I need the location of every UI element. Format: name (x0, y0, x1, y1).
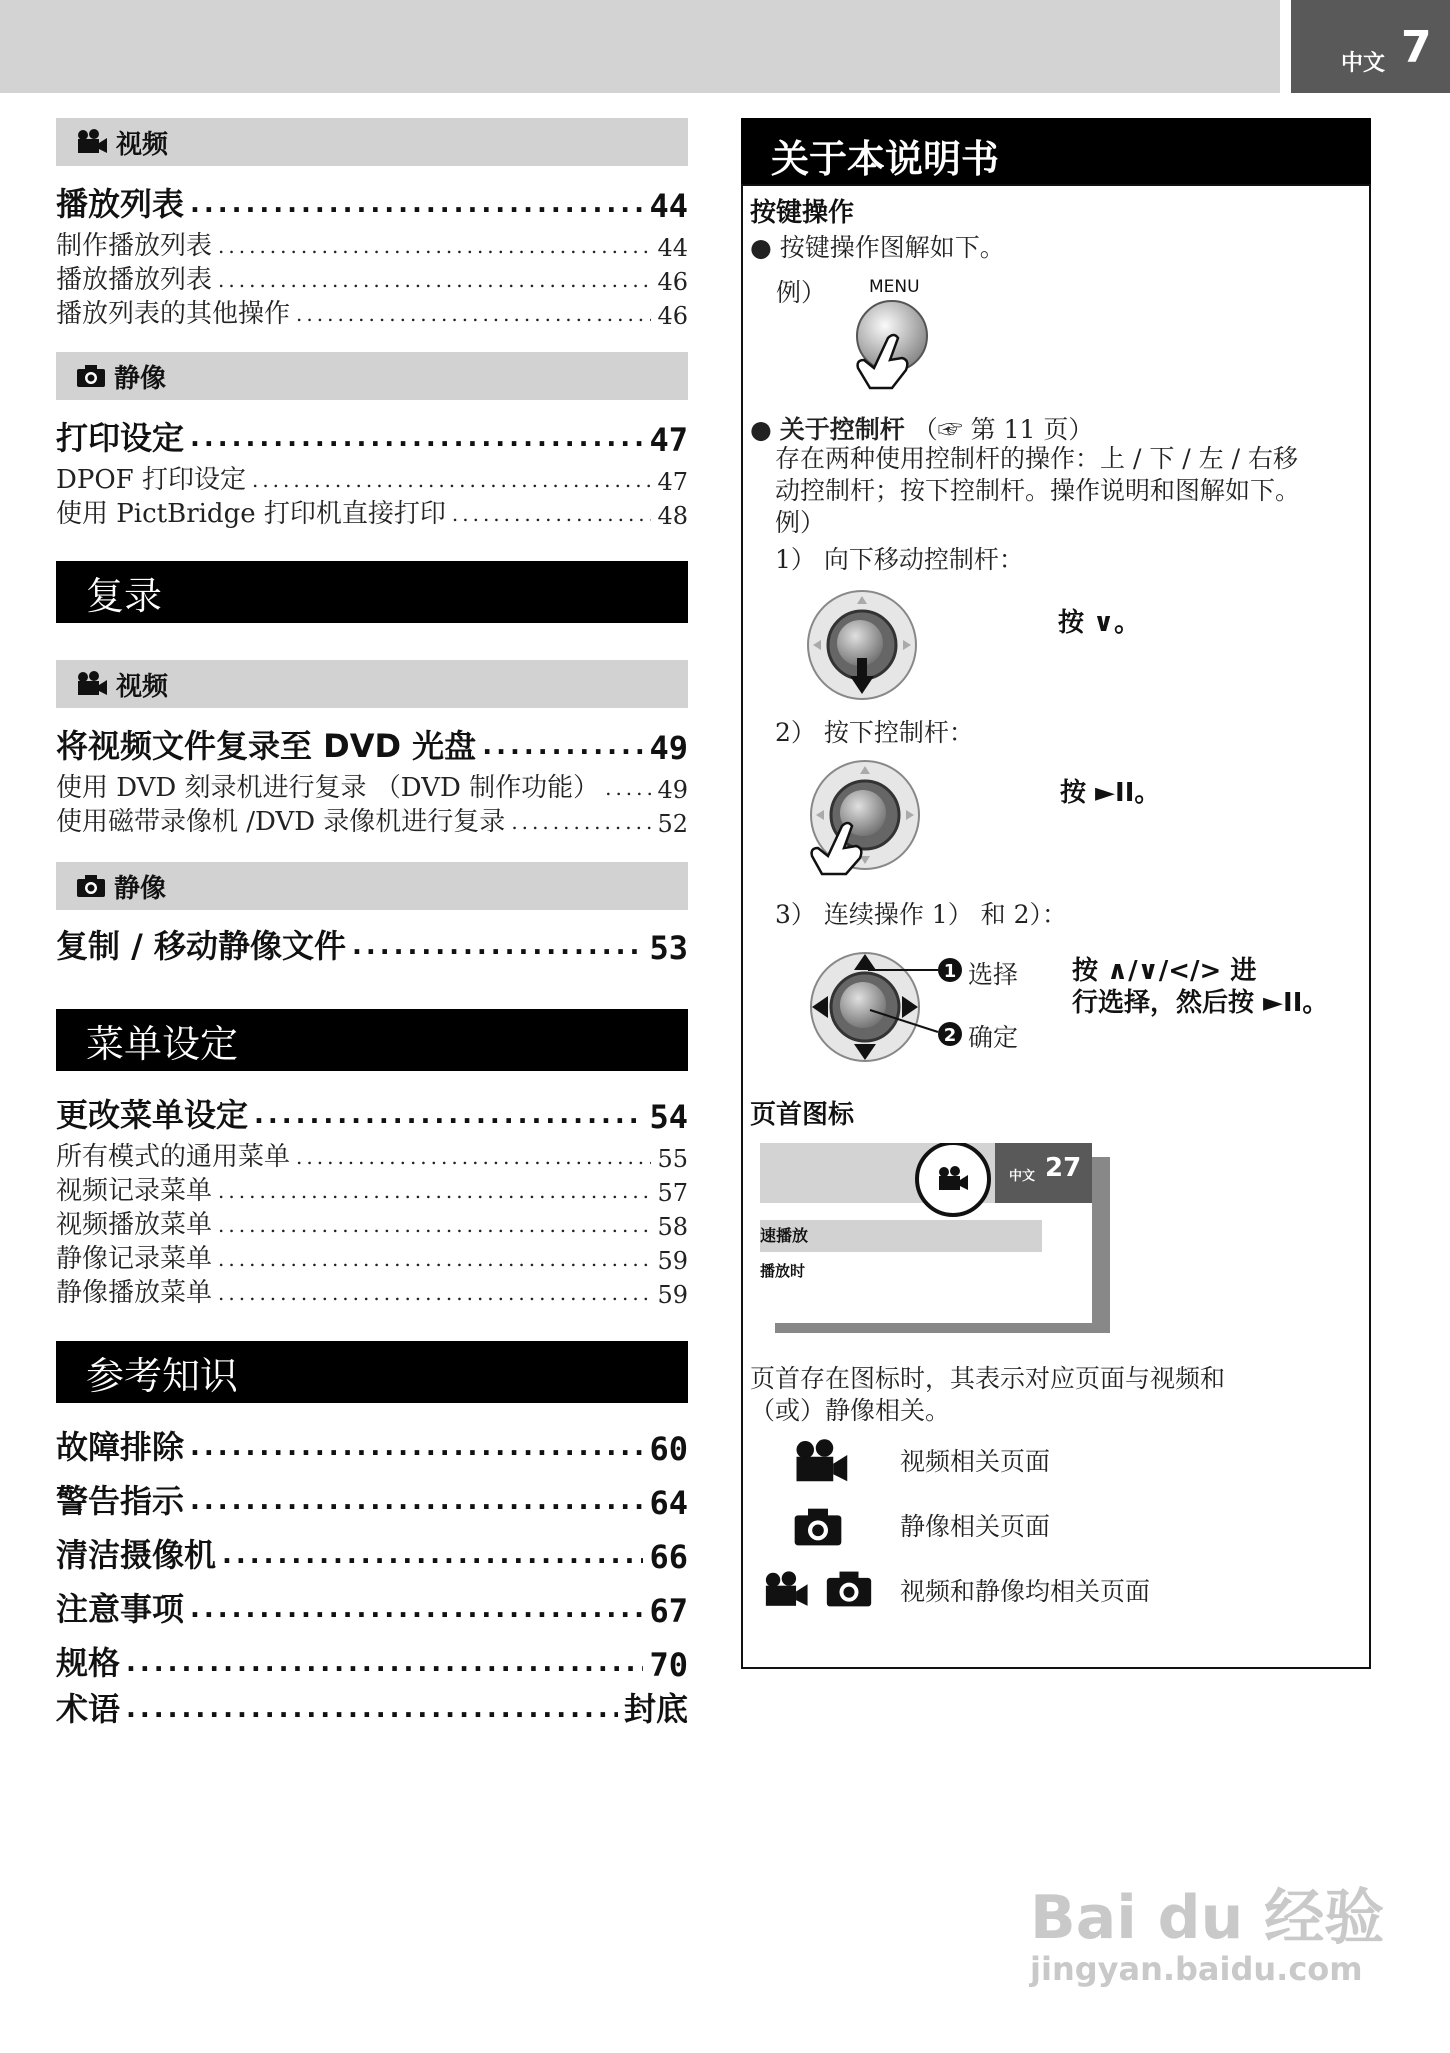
page-language: 中文 (1341, 51, 1386, 76)
section-reference-title: 参考知识 (86, 1353, 239, 1398)
toc-dot-leader (452, 502, 652, 526)
toc-entry[interactable] (56, 927, 688, 967)
toc-entry-page: 46 (657, 302, 688, 330)
still-camera-icon (825, 1570, 873, 1608)
step-2-action: 按 ►II。 (1060, 778, 1161, 808)
sample-page-tab (995, 1143, 1092, 1203)
toc-entry-title: 静像播放菜单 (56, 1278, 213, 1308)
toc-entry[interactable] (56, 1690, 688, 1730)
joystick-description (775, 443, 1300, 539)
toc-entry-title: 制作播放列表 (56, 231, 213, 261)
toc-entry-page: 58 (657, 1213, 688, 1241)
toc-entry-title: 所有模式的通用菜单 (56, 1142, 291, 1172)
toc-entry[interactable] (56, 727, 688, 767)
step-2-label: 2） 按下控制杆： (775, 718, 974, 747)
toc-dot-leader (190, 1594, 643, 1624)
toc-dot-leader (222, 1540, 643, 1570)
toc-dot-leader (254, 1100, 643, 1130)
toc-entry[interactable] (56, 1209, 688, 1241)
toc-entry-page: 64 (649, 1484, 688, 1522)
joystick-desc-line: 存在两种使用控制杆的操作：上 / 下 / 左 / 右移 (775, 444, 1298, 473)
video-camera-icon (76, 671, 108, 697)
still-camera-icon (76, 874, 106, 898)
key-ops-bullet-line: ● 按键操作图解如下。 (750, 233, 1005, 262)
toc-entry[interactable] (56, 1141, 688, 1173)
toc-entry-title: 警告指示 (56, 1482, 185, 1520)
toc-entry-page: 47 (657, 468, 688, 496)
joystick-page-ref: （☞ 第 11 页） (912, 415, 1094, 444)
toc-entry[interactable] (56, 1096, 688, 1136)
toc-entry[interactable] (56, 1590, 688, 1630)
still-page-icon (793, 1507, 843, 1547)
step-3-label: 3） 连续操作 1） 和 2）： (775, 900, 1068, 929)
toc-entry-title: 静像记录菜单 (56, 1244, 213, 1274)
toc-entry-page: 49 (657, 776, 688, 804)
toc-dot-leader (511, 810, 651, 834)
subhead-still-label: 静像 (114, 873, 167, 904)
toc-dot-leader (296, 1145, 651, 1169)
toc-dot-leader (190, 1486, 643, 1516)
toc-entry-title: 视频记录菜单 (56, 1176, 213, 1206)
key-ops-heading: 按键操作 (750, 198, 855, 228)
sample-lang: 中文 (1009, 1169, 1036, 1184)
toc-entry-page: 49 (649, 729, 688, 767)
menu-button-icon (840, 298, 935, 393)
toc-entry-page: 44 (657, 234, 688, 262)
toc-dot-leader (218, 1179, 651, 1203)
toc-dot-leader (190, 423, 643, 453)
subhead-video (56, 118, 688, 166)
toc-entry-page: 47 (649, 421, 688, 459)
toc-dot-leader (218, 1281, 651, 1305)
toc-dot-leader (190, 1432, 643, 1462)
toc-entry-title: 使用磁带录像机 /DVD 录像机进行复录 (56, 807, 506, 837)
toc-entry-title: 术语 (56, 1690, 121, 1728)
toc-entry-page: 54 (649, 1098, 688, 1136)
joystick-bullet-line: ● 关于控制杆 （☞ 第 11 页） (750, 415, 1094, 444)
toc-entry[interactable] (56, 1428, 688, 1468)
subhead-video-label: 视频 (116, 129, 169, 160)
toc-entry[interactable] (56, 1243, 688, 1275)
toc-entry[interactable] (56, 772, 688, 804)
joystick-desc-line: 动控制杆；按下控制杆。操作说明和图解如下。 (775, 476, 1301, 505)
step-3-select: 选择 (968, 960, 1019, 989)
subhead-still-2 (56, 862, 688, 910)
toc-entry-title: 故障排除 (56, 1428, 185, 1466)
header-icon-heading: 页首图标 (750, 1100, 855, 1130)
toc-entry-page: 70 (649, 1646, 688, 1684)
icon-desc-line: 页首存在图标时，其表示对应页面与视频和 (750, 1364, 1226, 1393)
toc-dot-leader (218, 1247, 651, 1271)
joystick-down-icon (805, 588, 920, 703)
top-bar (0, 0, 1280, 93)
toc-entry-page: 46 (657, 268, 688, 296)
toc-dot-leader (190, 189, 643, 219)
step-3-confirm: 确定 (968, 1023, 1019, 1052)
toc-dot-leader (482, 731, 643, 761)
video-camera-icon (937, 1166, 969, 1192)
page-number: 7 (1401, 22, 1432, 73)
sample-line: 速播放 (760, 1220, 1042, 1252)
toc-entry-title: 使用 PictBridge 打印机直接打印 (56, 499, 446, 529)
toc-entry[interactable] (56, 1277, 688, 1309)
watermark-brand: Bai du 经验 (1030, 1883, 1385, 1953)
example-label: 例） (776, 278, 827, 307)
about-manual-title: 关于本说明书 (771, 137, 1000, 181)
subhead-video-label: 视频 (116, 671, 169, 702)
toc-entry-title: 清洁摄像机 (56, 1536, 217, 1574)
video-and-still-icons (763, 1570, 873, 1610)
step-1-label: 1） 向下移动控制杆： (775, 545, 1024, 574)
toc-entry[interactable] (56, 1536, 688, 1576)
toc-entry-title: 规格 (56, 1644, 121, 1682)
subhead-video-2 (56, 660, 688, 708)
toc-entry[interactable] (56, 1482, 688, 1522)
toc-entry-title: 更改菜单设定 (56, 1096, 249, 1134)
toc-entry-page: 59 (657, 1247, 688, 1275)
toc-entry-page: 59 (657, 1281, 688, 1309)
toc-dot-leader (352, 931, 643, 961)
toc-entry-page: 48 (657, 502, 688, 530)
icon-desc-line: （或）静像相关。 (750, 1396, 951, 1425)
example-label-2: 例） (775, 508, 826, 537)
subhead-still (56, 352, 688, 400)
toc-dot-leader (605, 776, 651, 800)
toc-entry-page: 44 (649, 187, 688, 225)
toc-entry-title: 将视频文件复录至 DVD 光盘 (56, 727, 477, 765)
menu-label: MENU (869, 277, 920, 297)
watermark-url: jingyan.baidu.com (1030, 1950, 1363, 1988)
section-menu (56, 1009, 688, 1071)
sample-page-number: 27 (1045, 1153, 1082, 1183)
icon-description (750, 1363, 1225, 1427)
legend-still: 静像相关页面 (900, 1512, 1051, 1541)
toc-entry-title: 打印设定 (56, 419, 185, 457)
section-menu-title: 菜单设定 (86, 1021, 239, 1066)
video-camera-icon (76, 129, 108, 155)
toc-dot-leader (218, 1213, 651, 1237)
subhead-still-label: 静像 (114, 363, 167, 394)
toc-dot-leader (126, 1648, 643, 1678)
svg-text:1: 1 (943, 961, 957, 982)
toc-entry-page: 52 (657, 810, 688, 838)
toc-entry-page: 66 (649, 1538, 688, 1576)
joystick-press-icon (808, 758, 923, 878)
toc-entry-title: 播放播放列表 (56, 265, 213, 295)
about-manual-header (741, 118, 1371, 184)
toc-entry-title: 注意事项 (56, 1590, 185, 1628)
toc-entry[interactable] (56, 1175, 688, 1207)
toc-entry-title: 视频播放菜单 (56, 1210, 213, 1240)
toc-entry[interactable] (56, 498, 688, 530)
toc-entry-page: 55 (657, 1145, 688, 1173)
toc-entry-title: 复制 / 移动静像文件 (56, 927, 346, 965)
legend-video: 视频相关页面 (900, 1447, 1051, 1476)
toc-entry-title: DPOF 打印设定 (56, 465, 246, 495)
toc-dot-leader (252, 468, 651, 492)
joystick-combined-icon (808, 950, 968, 1065)
video-camera-icon (763, 1570, 809, 1610)
toc-entry-page: 67 (649, 1592, 688, 1630)
section-dub-title: 复录 (86, 573, 163, 618)
legend-both: 视频和静像均相关页面 (900, 1577, 1151, 1606)
toc-entry-page: 57 (657, 1179, 688, 1207)
step-3-action-line: 行选择，然后按 ►II。 (1072, 988, 1329, 1018)
toc-entry[interactable] (56, 806, 688, 838)
step-1-action: 按 ∨。 (1058, 608, 1141, 638)
toc-dot-leader (126, 1694, 618, 1724)
toc-entry-page: 封底 (623, 1690, 688, 1728)
still-camera-icon (76, 364, 106, 388)
section-reference (56, 1341, 688, 1403)
toc-entry-title: 使用 DVD 刻录机进行复录 （DVD 制作功能） (56, 773, 600, 803)
page-tab (1291, 0, 1450, 93)
toc-entry-page: 53 (649, 929, 688, 967)
toc-entry[interactable] (56, 230, 688, 262)
sample-header-image (760, 1143, 1110, 1333)
toc-entry-title: 播放列表 (56, 185, 185, 223)
toc-entry[interactable] (56, 185, 688, 225)
toc-entry[interactable] (56, 464, 688, 496)
sample-line: 播放时 (760, 1262, 806, 1280)
key-ops-bullet: 按键操作图解如下。 (779, 233, 1005, 262)
video-page-icon (793, 1438, 849, 1486)
section-dub (56, 561, 688, 623)
step-3-action-line: 按 ∧/∨/</> 进 (1072, 956, 1257, 986)
svg-text:2: 2 (943, 1025, 957, 1046)
step-3-action (1072, 955, 1328, 1019)
toc-dot-leader (296, 302, 651, 326)
toc-entry[interactable] (56, 1644, 688, 1684)
toc-entry[interactable] (56, 298, 688, 330)
toc-entry[interactable] (56, 264, 688, 296)
toc-dot-leader (218, 268, 651, 292)
joystick-title: 关于控制杆 (779, 415, 905, 444)
toc-entry-page: 60 (649, 1430, 688, 1468)
toc-entry[interactable] (56, 419, 688, 459)
toc-entry-title: 播放列表的其他操作 (56, 299, 291, 329)
toc-dot-leader (218, 234, 651, 258)
header-icon-highlight (915, 1143, 991, 1217)
